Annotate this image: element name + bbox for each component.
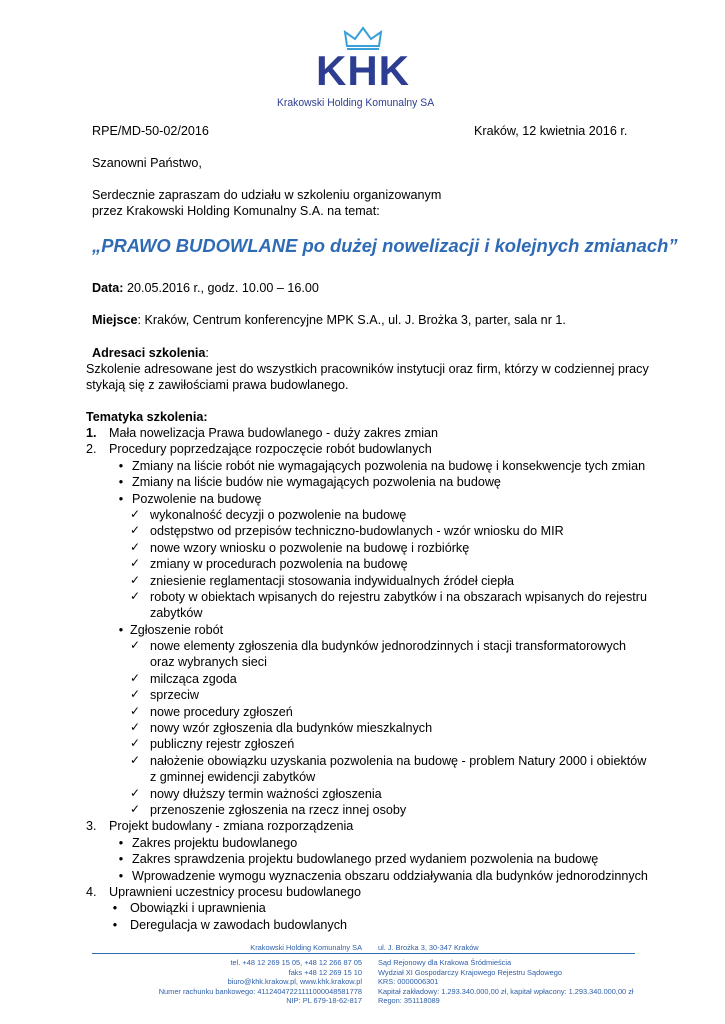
item-text: nowy dłuższy termin ważności zgłoszenia [150,786,382,801]
list-item [86,720,706,736]
footer-dept: Wydział XI Gospodarczy Krajowego Rejestru Sądowego [378,967,562,977]
list-item [86,540,706,556]
topics-list [86,425,706,933]
item-text: nowy wzór zgłoszenia dla budynków mieszkalnych [150,721,433,736]
audience-line-2: stykają się z zawiłościami prawa budowlanego. [86,378,349,392]
item-text: Zakres projektu budowlanego [132,835,298,850]
check-icon: ✓ [130,523,141,538]
intro-line-1: Serdecznie zapraszam do udziału w szkoleniu organizowanym [92,188,442,202]
item-text: z gminnej ewidencji zabytków [150,770,316,785]
check-icon: ✓ [130,638,141,653]
item-number: 2. [86,442,97,457]
check-icon: ✓ [130,687,141,702]
place-label: Miejsce [92,313,138,327]
logo-subtitle: Krakowski Holding Komunalny SA [277,97,435,109]
footer-regon: Regon: 351118089 [378,996,440,1006]
item-text: Zmiany na liście budów nie wymagających pozwolenia na budowę [132,475,501,490]
item-text: przenoszenie zgłoszenia na rzecz innej osoby [150,802,407,817]
check-icon: ✓ [130,785,141,800]
list-item [86,671,706,687]
list-item [86,589,706,605]
bullet-icon: • [118,458,124,473]
place-value: : Kraków, Centrum konferencyjne MPK S.A., ul. J. Brożka 3, parter, sala nr 1. [137,313,566,327]
item-text: Zmiany na liście robót nie wymagających pozwolenia na budowę i konsekwencje tych zmian [132,458,646,473]
list-item [86,523,706,539]
list-item [86,917,706,933]
item-number: 1. [86,426,97,440]
list-item [86,786,706,802]
bullet-icon: • [118,835,124,850]
item-text: Zakres sprawdzenia projektu budowlanego przed wydaniem pozwolenia na budowę [132,852,599,867]
item-text: nałożenie obowiązku uzyskania pozwolenia na budowę - problem Natury 2000 i obiektów [150,753,647,768]
check-icon: ✓ [130,752,141,767]
audience-label: Adresaci szkolenia [92,346,206,360]
item-text: milcząca zgoda [150,671,237,686]
list-item [86,736,706,752]
list-item [86,802,706,818]
list-item [86,900,706,916]
date-line [92,280,319,296]
list-item [86,474,706,490]
item-text: publiczny rejestr zgłoszeń [150,737,295,752]
item-text: Pozwolenie na budowę [132,491,262,506]
intro-line-2: przez Krakowski Holding Komunalny S.A. na temat: [92,204,380,218]
footer-nip: NIP: PL 679-18-62-817 [286,996,362,1006]
item-text: nowe elementy zgłoszenia dla budynków jednorodzinnych i stacji transformatorowych [150,639,627,654]
item-text: Zgłoszenie robót [130,622,224,637]
list-item [86,622,706,638]
audience-colon: : [205,346,209,360]
list-item [86,884,706,900]
list-item-continuation [86,769,706,785]
date-label: Data: [92,281,124,295]
list-item-continuation [86,654,706,670]
item-text: oraz wybranych sieci [150,655,267,670]
list-item [86,573,706,589]
check-icon: ✓ [130,736,141,751]
footer-krs: KRS: 0000006301 [378,977,439,987]
list-item-continuation [86,605,706,621]
item-text: zabytków [150,606,203,621]
logo-letters: KHK [316,47,410,94]
item-text: roboty w obiektach wpisanych do rejestru zabytków i na obszarach wpisanych do rejestru [150,589,648,604]
item-text: Mała nowelizacja Prawa budowlanego - duży zakres zmian [109,426,438,440]
list-item [86,687,706,703]
greeting: Szanowni Państwo, [92,156,202,170]
check-icon: ✓ [130,588,141,603]
place-line [92,312,566,328]
item-text: Projekt budowlany - zmiana rozporządzenia [109,819,354,834]
audience-line-1: Szkolenie adresowane jest do wszystkich pracowników instytucji oraz firm, którzy w codziennej pracy [86,362,649,376]
bullet-icon: • [118,475,124,490]
check-icon: ✓ [130,506,141,521]
bullet-icon: • [112,917,118,932]
item-text: nowe wzory wniosku o pozwolenie na budowę i rozbiórkę [150,540,470,555]
list-item [86,638,706,654]
list-item [86,556,706,572]
audience-heading [92,345,209,361]
list-item [86,425,706,441]
khk-logo [277,26,450,110]
bullet-icon: • [118,622,124,637]
footer-tel: tel. +48 12 269 15 05, +48 12 266 87 05 [230,958,362,967]
item-text: sprzeciw [150,688,199,703]
item-text: Uprawnieni uczestnicy procesu budowlanego [109,884,362,899]
item-number: 4. [86,884,97,899]
list-item [86,753,706,769]
check-icon: ✓ [130,670,141,685]
footer-email: biuro@khk.krakow.pl, www.khk.krakow.pl [227,977,362,987]
list-item [86,835,706,851]
topics-heading: Tematyka szkolenia: [86,410,208,424]
footer-capital: Kapitał zakładowy: 1.293.340.000,00 zł, kapitał wpłacony: 1.293.340.000,00 zł [378,986,634,996]
item-text: Procedury poprzedzające rozpoczęcie robót budowlanych [109,442,432,457]
check-icon: ✓ [130,703,141,718]
check-icon: ✓ [130,539,141,554]
list-item [86,491,706,507]
check-icon: ✓ [130,572,141,587]
item-text: odstępstwo od przepisów techniczno-budowlanych - wzór wniosku do MIR [150,524,564,539]
item-text: Wprowadzenie wymogu wyznaczenia obszaru oddziaływania dla budynków jednorodzinnych [132,868,648,883]
footer-court: Sąd Rejonowy dla Krakowa Śródmieścia [378,958,512,967]
place-date: Kraków, 12 kwietnia 2016 r. [474,124,628,138]
list-item [86,458,706,474]
footer-fax: faks +48 12 269 15 10 [288,967,362,977]
item-text: nowe procedury zgłoszeń [150,704,293,719]
training-title: „PRAWO BUDOWLANE po dużej nowelizacji i kolejnych zmianach” [92,235,678,256]
list-item [86,818,706,834]
footer-divider [92,953,635,954]
footer-address: ul. J. Brożka 3, 30-347 Kraków [378,943,479,952]
item-text: wykonalność decyzji o pozwolenie na budowę [150,507,407,522]
bullet-icon: • [118,868,124,883]
reference-number: RPE/MD-50-02/2016 [92,124,209,138]
item-text: zmiany w procedurach pozwolenia na budowę [150,557,408,572]
bullet-icon: • [118,491,124,506]
item-text: Obowiązki i uprawnienia [130,901,266,916]
check-icon: ✓ [130,801,141,816]
list-item [86,868,706,884]
item-text: Deregulacja w zawodach budowlanych [130,917,348,932]
list-item [86,441,706,457]
footer-company: Krakowski Holding Komunalny SA [250,943,362,952]
date-value: 20.05.2016 r., godz. 10.00 – 16.00 [123,281,319,295]
item-number: 3. [86,819,97,834]
list-item [86,704,706,720]
check-icon: ✓ [130,720,141,735]
item-text: zniesienie reglamentacji stosowania indywidualnych źródeł ciepła [150,573,515,588]
list-item [86,507,706,523]
bullet-icon: • [112,901,118,916]
check-icon: ✓ [130,556,141,571]
list-item [86,851,706,867]
bullet-icon: • [118,852,124,867]
footer-account: Numer rachunku bankowego: 41124047221111000048581778 [158,986,362,996]
